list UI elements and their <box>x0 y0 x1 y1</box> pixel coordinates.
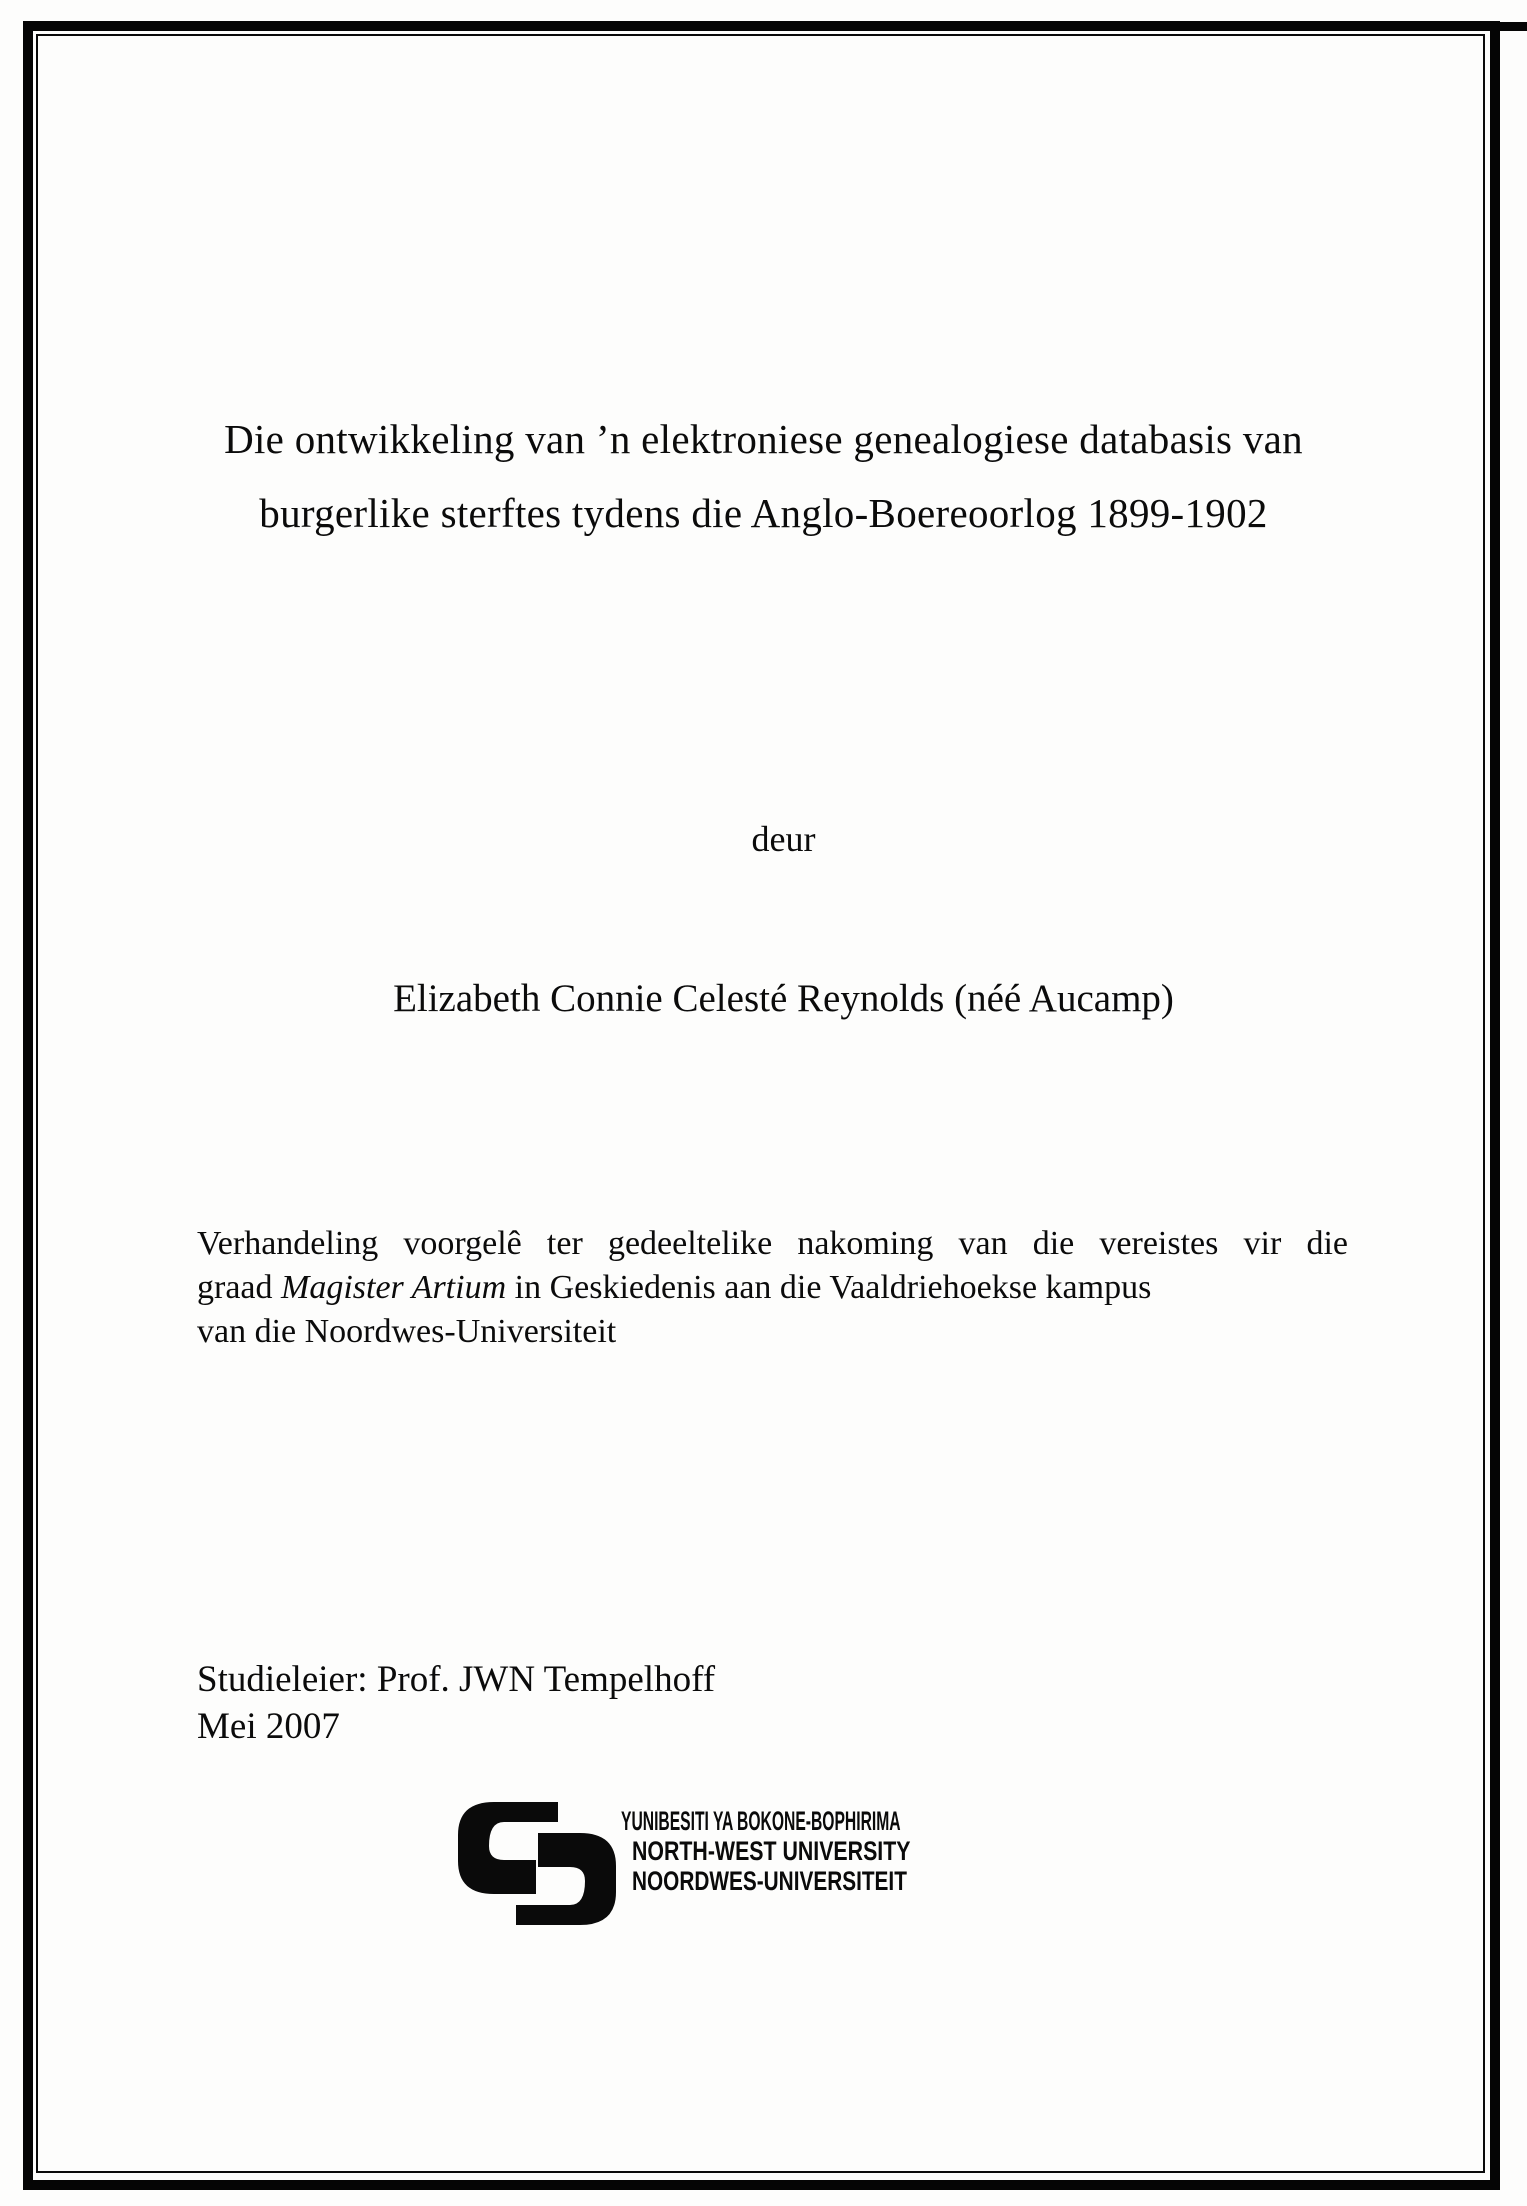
degree-statement-line-3: van die Noordwes-Universiteit <box>197 1313 617 1350</box>
nwu-interlocking-links-icon <box>458 1802 616 1925</box>
supervisor-block <box>197 1656 715 1750</box>
degree-statement <box>197 1222 1348 1354</box>
logo-text-line-afrikaans: NOORDWES-UNIVERSITEIT <box>632 1866 907 1896</box>
thesis-title-line-1: Die ontwikkeling van ’n elektroniese genealogiese databasis van <box>224 416 1303 462</box>
logo-text-line-setswana: YUNIBESITI YA BOKONE-BOPHIRIMA <box>621 1806 901 1836</box>
date-line: Mei 2007 <box>197 1706 340 1747</box>
byline: deur <box>751 819 816 859</box>
university-logo <box>458 1802 1078 1942</box>
logo-text-line-english: NORTH-WEST UNIVERSITY <box>632 1836 911 1866</box>
degree-statement-line-2 <box>197 1266 1348 1310</box>
thesis-title <box>100 402 1427 550</box>
supervisor-line: Studieleier: Prof. JWN Tempelhoff <box>197 1659 716 1700</box>
degree-statement-line-2-prefix: graad <box>197 1269 282 1306</box>
degree-statement-line-2-suffix: in Geskiedenis aan die Vaaldriehoekse kampus <box>506 1269 1152 1306</box>
thesis-title-line-2: burgerlike sterftes tydens die Anglo-Boereoorlog 1899-1902 <box>259 490 1268 536</box>
scan-edge-artifact <box>1497 22 1527 31</box>
university-logo-text <box>621 1806 1103 1896</box>
degree-statement-line-1: Verhandeling voorgelê ter gedeeltelike nakoming van die vereistes vir die <box>197 1225 1348 1262</box>
degree-name-italic: Magister Artium <box>281 1269 507 1306</box>
author-name: Elizabeth Connie Celesté Reynolds (néé Aucamp) <box>393 977 1174 1020</box>
